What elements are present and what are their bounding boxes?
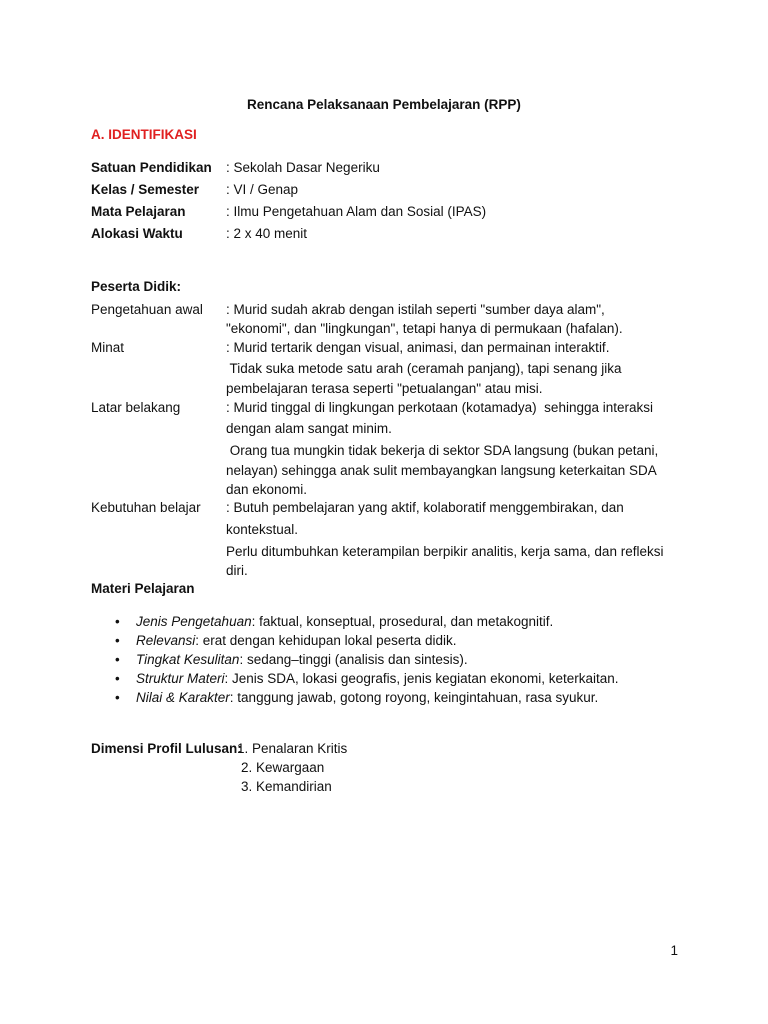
section-a-heading: A. IDENTIFIKASI xyxy=(91,127,197,142)
materi-text: : tanggung jawab, gotong royong, keingintahuan, rasa syukur. xyxy=(229,690,599,705)
materi-term: Jenis Pengetahuan xyxy=(136,614,252,629)
kelas-semester-label: Kelas / Semester xyxy=(91,182,200,197)
dimensi-item: 3. Kemandirian xyxy=(241,779,332,794)
satuan-pendidikan-value: : Sekolah Dasar Negeriku xyxy=(226,160,380,175)
minat-line: Tidak suka metode satu arah (ceramah panjang), tapi senang jika xyxy=(226,361,622,376)
dimensi-profil-heading: Dimensi Profil Lulusan: xyxy=(91,741,242,756)
pengetahuan-awal-line: : Murid sudah akrab dengan istilah seperti "sumber daya alam", xyxy=(226,302,605,317)
minat-line: pembelajaran terasa seperti "petualangan" atau misi. xyxy=(226,381,543,396)
materi-item xyxy=(91,612,691,631)
page-number: 1 xyxy=(670,943,678,958)
materi-term: Struktur Materi xyxy=(136,671,225,686)
materi-text: : Jenis SDA, lokasi geografis, jenis kegiatan ekonomi, keterkaitan. xyxy=(224,671,619,686)
bullet-icon: • xyxy=(115,671,120,686)
satuan-pendidikan-label: Satuan Pendidikan xyxy=(91,160,212,175)
dimensi-item: 2. Kewargaan xyxy=(241,760,325,775)
materi-item xyxy=(91,688,691,707)
pengetahuan-awal-line: "ekonomi", dan "lingkungan", tetapi hanya di permukaan (hafalan). xyxy=(226,321,623,336)
materi-pelajaran-heading: Materi Pelajaran xyxy=(91,581,195,596)
materi-item xyxy=(91,669,691,688)
materi-text: : erat dengan kehidupan lokal peserta didik. xyxy=(195,633,457,648)
mata-pelajaran-label: Mata Pelajaran xyxy=(91,204,186,219)
materi-term: Tingkat Kesulitan xyxy=(136,652,240,667)
alokasi-waktu-value: : 2 x 40 menit xyxy=(226,226,308,241)
kelas-semester-value: : VI / Genap xyxy=(226,182,299,197)
pengetahuan-awal-label: Pengetahuan awal xyxy=(91,302,203,317)
kebutuhan-belajar-line: Perlu ditumbuhkan keterampilan berpikir analitis, kerja sama, dan refleksi xyxy=(226,544,664,559)
materi-text: : faktual, konseptual, prosedural, dan metakognitif. xyxy=(251,614,554,629)
alokasi-waktu-label: Alokasi Waktu xyxy=(91,226,183,241)
materi-term: Relevansi xyxy=(136,633,196,648)
latar-belakang-line: : Murid tinggal di lingkungan perkotaan (kotamadya) sehingga interaksi xyxy=(226,400,653,415)
latar-belakang-line: dan ekonomi. xyxy=(226,482,308,497)
dimensi-item: 1. Penalaran Kritis xyxy=(237,741,348,756)
latar-belakang-label: Latar belakang xyxy=(91,400,181,415)
latar-belakang-line: dengan alam sangat minim. xyxy=(226,421,392,436)
kebutuhan-belajar-line: : Butuh pembelajaran yang aktif, kolaboratif menggembirakan, dan xyxy=(226,500,624,515)
document-title: Rencana Pelaksanaan Pembelajaran (RPP) xyxy=(247,97,521,112)
mata-pelajaran-value: : Ilmu Pengetahuan Alam dan Sosial (IPAS) xyxy=(226,204,487,219)
materi-text: : sedang–tinggi (analisis dan sintesis). xyxy=(239,652,468,667)
bullet-icon: • xyxy=(115,690,120,705)
materi-term: Nilai & Karakter xyxy=(136,690,230,705)
latar-belakang-line: Orang tua mungkin tidak bekerja di sektor SDA langsung (bukan petani, xyxy=(226,443,659,458)
minat-label: Minat xyxy=(91,340,125,355)
bullet-icon: • xyxy=(115,652,120,667)
latar-belakang-line: nelayan) sehingga anak sulit membayangkan langsung keterkaitan SDA xyxy=(226,463,657,478)
kebutuhan-belajar-line: kontekstual. xyxy=(226,522,299,537)
peserta-didik-heading: Peserta Didik: xyxy=(91,279,182,294)
kebutuhan-belajar-line: diri. xyxy=(226,563,248,578)
materi-item xyxy=(91,650,691,669)
materi-item xyxy=(91,631,691,650)
minat-line: : Murid tertarik dengan visual, animasi, dan permainan interaktif. xyxy=(226,340,610,355)
materi-list xyxy=(91,612,691,707)
bullet-icon: • xyxy=(115,633,120,648)
bullet-icon: • xyxy=(115,614,120,629)
kebutuhan-belajar-label: Kebutuhan belajar xyxy=(91,500,201,515)
